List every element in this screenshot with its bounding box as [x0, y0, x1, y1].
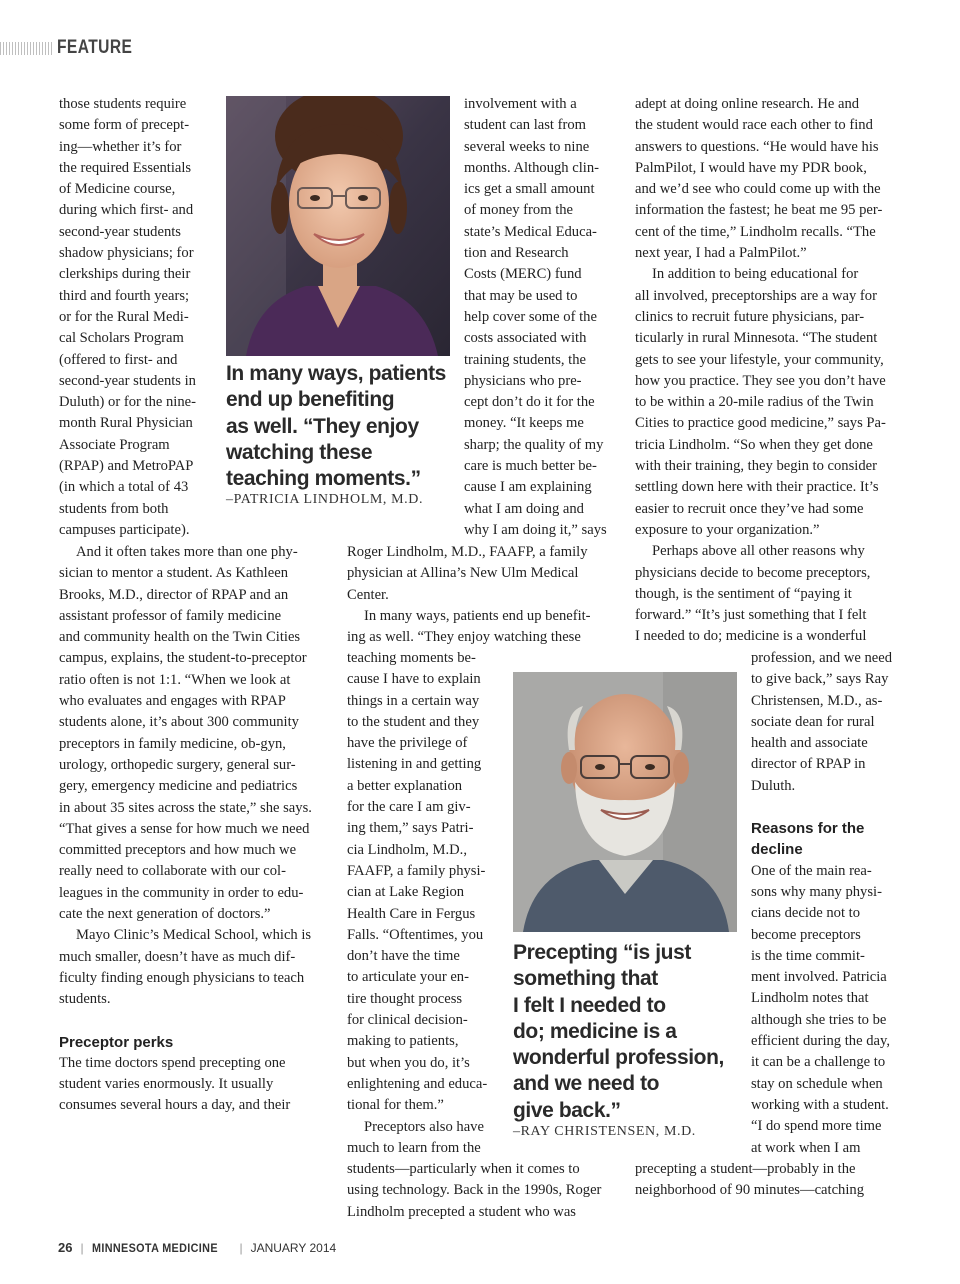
subhead-preceptor-perks: Preceptor perks: [59, 1033, 174, 1051]
pull-quote-attribution-ray: –RAY CHRISTENSEN, M.D.: [513, 1124, 696, 1139]
paragraph-mayo: Mayo Clinic’s Medical School, which is much smaller, doesn’t have as much dif- ficulty finding enough physicians to teach students.: [59, 927, 312, 1008]
section-label: FEATURE: [57, 37, 133, 58]
paragraph-paying-forward: Perhaps above all other reasons why physicians decide to become preceptors, though, is the sentiment of “paying it forward.” “It’s just something that I felt I needed to do; medicine is a wonderful: [635, 543, 871, 645]
pull-quote-attribution-patricia: –PATRICIA LINDHOLM, M.D.: [226, 492, 424, 507]
page-footer: [58, 1240, 336, 1255]
page-number: 26: [58, 1240, 73, 1255]
column-3-narrow: [751, 648, 916, 1159]
header-stripe-decoration: [0, 42, 54, 55]
section-header: [0, 37, 149, 59]
column-1-bottom: [59, 542, 331, 1117]
column-3-top: [635, 94, 915, 648]
text-block: those students require some form of precept- ing—whether it’s for the required Essentials of Medicine course, during which first- and second-year students shadow physicians; for clerkships during their third and fourth years; or for the Rural Medi- cal Scholars Program (offered to first- and second-year students in Duluth) or for the nine- month Rural Physician Associate Program (RPAP) and MetroPAP (in which a total of 43 students from both campuses participate).: [59, 96, 196, 538]
publication-name: MINNESOTA MEDICINE: [91, 1240, 218, 1255]
column-3-bottom: [635, 1159, 915, 1202]
portrait-woman-illustration: [226, 96, 450, 356]
paragraph-roger: Roger Lindholm, M.D., FAAFP, a family physician at Allina’s New Ulm Medical Center.: [347, 544, 588, 603]
paragraph-perks: The time doctors spend precepting one student varies enormously. It usually consumes several hours a day, and their: [59, 1054, 291, 1114]
text-block: teaching moments be- cause I have to explain things in a certain way to the student and they have the privilege of listening in and getting a better explanation for the care I am giv- ing them,” says Patri- cia Lindholm, M.D., FAAFP, a family physi- cian at Lake Region Health Care in Fergus Falls. “Oftentimes, you don’t have the time to articulate your en- tire thought process for clinical decision- making to patients, but when you do, it’s enlightening and educa- tional for them.”: [347, 650, 488, 1114]
paragraph-brooks: And it often takes more than one phy- sician to mentor a student. As Kathleen Brooks, M.D., director of RPAP and an assistant professor of family medicine and community health on the Twin Cities campus, explains, the student-to-preceptor ratio often is not 1:1. “When we look at who evaluates and engages with RPAP students alone, it’s about 300 community preceptors in family medicine, ob-gyn, urology, orthopedic surgery, general sur- gery, emergency medicine and pediatrics in about 35 sites across the state,” she says. “That gives a sense for how much we need committed preceptors and how much we really need to collaborate with our col- leagues in the community in order to edu- cate the next generation of doctors.”: [59, 544, 312, 923]
column-2-middle: [347, 542, 619, 648]
subhead-reasons-decline: Reasons for the decline: [751, 820, 865, 859]
column-1-top: [59, 94, 219, 541]
issue-date: JANUARY 2014: [250, 1240, 337, 1255]
text-block: involvement with a student can last from several weeks to nine months. Although clin- ics get a small amount of money from the state’s Medical Educa- tion and Research Costs (MERC) fund that may be used to help cover some of the costs associated with training students, the physicians who pre- cept don’t do it for the money. “It keeps me sharp; the quality of my care is much better be- cause I am explaining what I am doing and why I am doing it,” says: [464, 96, 607, 538]
footer-separator: |: [80, 1240, 84, 1255]
column-2-bottom: [347, 1159, 627, 1223]
text-block: precepting a student—probably in the neighborhood of 90 minutes—catching: [635, 1161, 864, 1199]
paragraph-decline: One of the main rea- sons why many physi- cians decide not to become preceptors is the time commit- ment involved. Patricia Lindholm notes that although she tries to be efficient during the day, it can be a challenge to stay on schedule when working with a student. “I do spend more time at work when I am: [751, 862, 890, 1156]
column-2-top: [464, 94, 624, 541]
paragraph-preceptors-learn: Preceptors also have much to learn from the: [347, 1118, 484, 1156]
text-block: students—particularly when it comes to using technology. Back in the 1990s, Roger Lindholm precepted a student who was: [347, 1161, 602, 1220]
paragraph-patients-benefit: In many ways, patients end up benefit- ing as well. “They enjoy watching these: [347, 607, 591, 646]
photo-patricia-lindholm: [226, 96, 450, 356]
portrait-man-illustration: [513, 672, 737, 932]
paragraph-palmpilot: adept at doing online research. He and the student would race each other to find answers to questions. “He would have his PalmPilot, I would have my PDR book, and we’d see who could come up with the information the fastest; he beat me 95 per- cent of the time,” Lindholm recalls. “The next year, I had a PalmPilot.”: [635, 96, 883, 262]
photo-ray-christensen: [513, 672, 737, 932]
pull-quote-patricia: In many ways, patients end up benefiting as well. “They enjoy watching these teaching moments.”: [226, 362, 446, 491]
footer-separator: |: [239, 1240, 243, 1255]
paragraph-recruit: In addition to being educational for all involved, preceptorships are a way for clinics to recruit future physicians, par- ticularly in rural Minnesota. “The student gets to see your lifestyle, your community, how you practice. They see you don’t have to be within a 20-mile radius of the Twin Cities to practice good medicine,” says Pa- tricia Lindholm. “So when they get done with their training, they begin to consider settling down here with their practice. It’s easier to recruit once they’ve had some exposure to your organization.”: [635, 266, 886, 538]
column-2-lower: [347, 648, 507, 1159]
pull-quote-ray: Precepting “is just something that I felt I needed to do; medicine is a wonderful profession, and we need to give back.”: [513, 941, 724, 1122]
paragraph-give-back: profession, and we need to give back,” says Ray Christensen, M.D., as- sociate dean for rural health and associate director of RPAP in Duluth.: [751, 650, 893, 794]
